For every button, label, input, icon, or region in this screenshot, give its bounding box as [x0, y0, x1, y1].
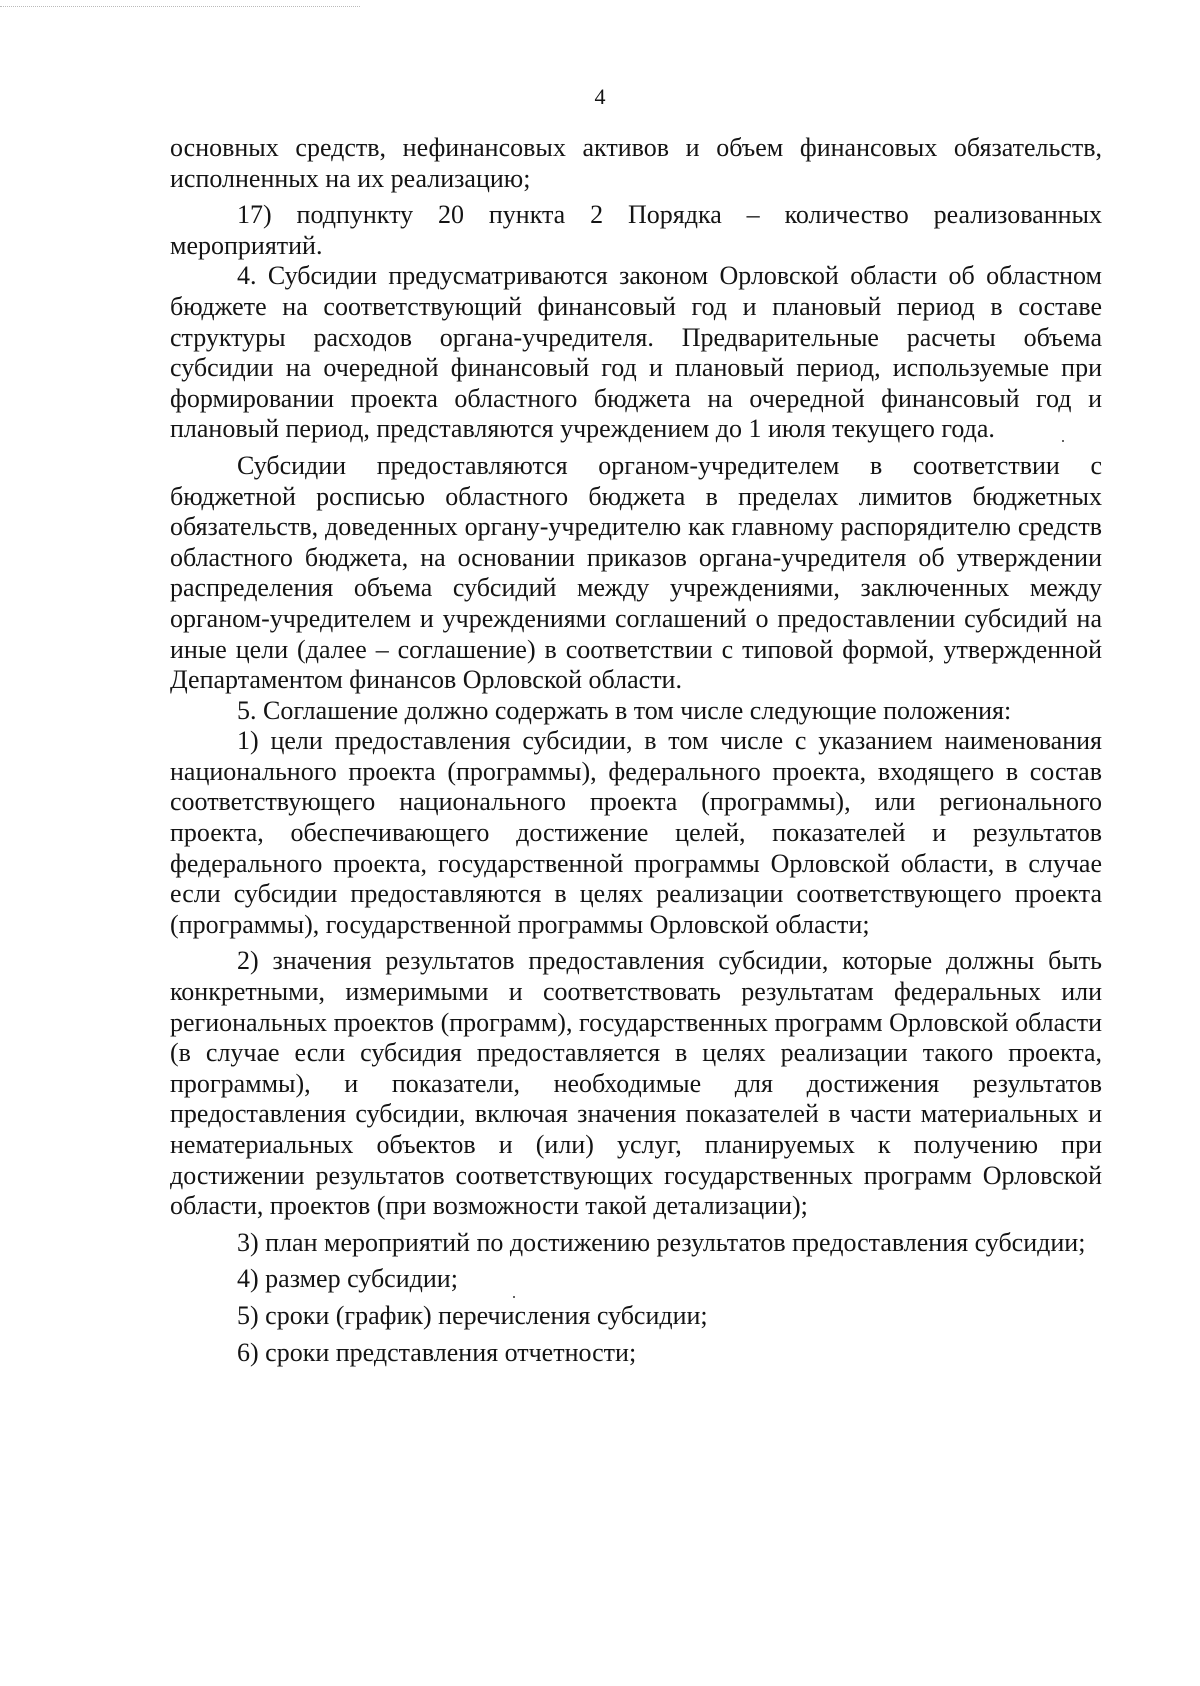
list-item-3: 3) план мероприятий по достижению результатов предоставления субсидии;: [237, 1227, 1086, 1257]
paragraph-item-17: 17) подпункту 20 пункта 2 Порядка – количество реализованных мероприятий.: [170, 200, 1102, 260]
paragraph-subsidies-provision: Субсидии предоставляются органом-учредителем в соответствии с бюджетной росписью областного бюджета в пределах лимитов бюджетных обязательств, доведенных органу-учредителю как главному распорядителю средств областного бюджета, на основании приказов органа-учредителя об утверждении распределения объема субсидий между учреждениями, заключенных между органом-учредителем и учреждениями соглашений о предоставлении субсидий на иные цели (далее – соглашение) в соответствии с типовой формой, утвержденной Департаментом финансов Орловской области.: [170, 450, 1102, 695]
scan-speck: [1062, 440, 1064, 442]
scan-speck: [513, 1296, 515, 1298]
scan-edge-mark: [0, 6, 360, 15]
list-item-4: 4) размер субсидии;: [237, 1264, 458, 1294]
paragraph-section-5: 5. Соглашение должно содержать в том числе следующие положения:: [237, 695, 1012, 725]
list-item-6: 6) сроки представления отчетности;: [237, 1337, 637, 1367]
paragraph-continuation: основных средств, нефинансовых активов и объем финансовых обязательств, исполненных на их реализацию;: [170, 133, 1102, 193]
document-body: [170, 133, 1102, 1368]
list-item-2: 2) значения результатов предоставления субсидии, которые должны быть конкретными, измеримыми и соответствовать результатам федеральных или региональных проектов (программ), государственных программ Орловской области (в случае если субсидия предоставляется в целях реализации такого проекта, программы), и показатели, необходимые для достижения результатов предоставления субсидии, включая значения показателей в части материальных и нематериальных объектов и (или) услуг, планируемых к получению при достижении результатов соответствующих государственных программ Орловской области, проектов (при возможности такой детализации);: [170, 946, 1102, 1221]
list-item-5: 5) сроки (график) перечисления субсидии;: [237, 1300, 708, 1330]
page-number: 4: [594, 84, 606, 109]
paragraph-section-4: 4. Субсидии предусматриваются законом Орловской области об областном бюджете на соответствующий финансовый год и плановый период в составе структуры расходов органа-учредителя. Предварительные расчеты объема субсидии на очередной финансовый год и плановый период, используемые при формировании проекта областного бюджета на очередной финансовый год и плановый период, представляются учреждением до 1 июля текущего года.: [170, 261, 1102, 444]
list-item-1: 1) цели предоставления субсидии, в том числе с указанием наименования национального проекта (программы), федерального проекта, входящего в состав соответствующего национального проекта (программы), или регионального проекта, обеспечивающего достижение целей, показателей и результатов федерального проекта, государственной программы Орловской области, в случае если субсидии предоставляются в целях реализации соответствующего проекта (программы), государственной программы Орловской области;: [170, 726, 1102, 939]
